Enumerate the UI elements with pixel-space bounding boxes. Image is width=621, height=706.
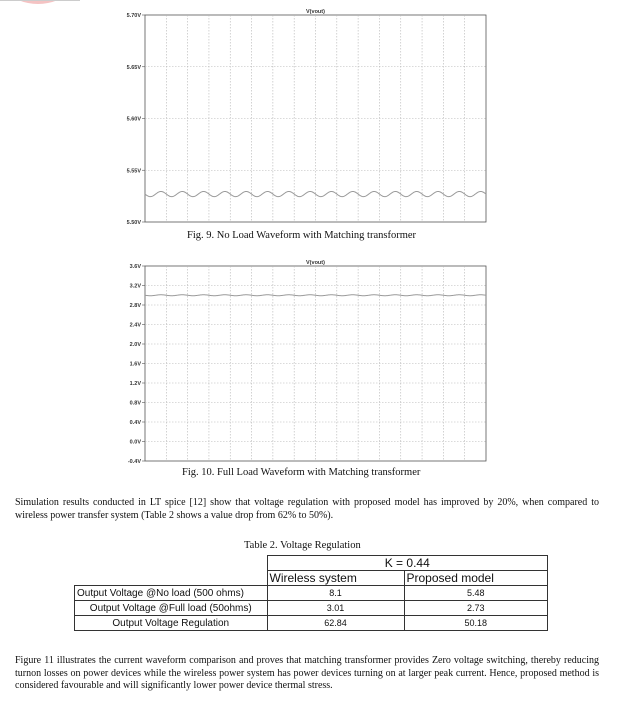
y-tick-label: 5.70V xyxy=(126,13,141,19)
y-tick-label: 0.0V xyxy=(129,439,141,446)
fig9-caption: Fig. 9. No Load Waveform with Matching transformer xyxy=(187,230,417,241)
table-cell-empty xyxy=(75,571,268,586)
table2-caption: Table 2. Voltage Regulation xyxy=(244,540,361,551)
table-cell: 8.1 xyxy=(267,586,404,601)
y-tick-label: 5.65V xyxy=(126,64,141,71)
table-cell: 2.73 xyxy=(404,601,548,616)
table-cell: 3.01 xyxy=(267,601,404,616)
y-tick-label: 2.8V xyxy=(129,303,141,309)
row-label: Output Voltage @Full load (50ohms) xyxy=(75,601,268,616)
y-tick-label: -0.4V xyxy=(127,459,141,465)
table-cell: 62.84 xyxy=(267,616,404,631)
table-cell: 50.18 xyxy=(404,616,548,631)
discussion-paragraph: Figure 11 illustrates the current waveform comparison and proves that matching transformer provides Zero voltage switching, thereby reducing turnon losses on power devices while the wireless power system has power devices turning on at larger peak current. Hence, proposed method is considered favourable and will significantly lower power device thermal stress. xyxy=(15,655,599,691)
y-tick-label: 2.0V xyxy=(129,342,141,348)
y-tick-label: 5.60V xyxy=(126,116,141,123)
table-row xyxy=(75,571,548,586)
voltage-regulation-table xyxy=(74,555,548,631)
table-row xyxy=(75,586,548,601)
y-tick-label: 5.55V xyxy=(126,168,141,175)
table-cell-empty xyxy=(75,556,268,571)
table-cell: 5.48 xyxy=(404,586,548,601)
row-label: Output Voltage Regulation xyxy=(75,616,268,631)
y-tick-label: 2.4V xyxy=(129,322,141,329)
y-tick-label: 0.8V xyxy=(129,400,141,407)
k-value-header: K = 0.44 xyxy=(267,556,548,571)
y-tick-label: 5.50V xyxy=(126,220,141,226)
y-tick-label: 1.2V xyxy=(129,381,141,387)
plot-title: V(vout) xyxy=(306,260,325,266)
table-row xyxy=(75,556,548,571)
y-tick-label: 3.2V xyxy=(129,283,141,290)
results-paragraph: Simulation results conducted in LT spice [12] show that voltage regulation with proposed model has improved by 20%, when compared to wireless power transfer system (Table 2 shows a value drop from 62% to 50%). xyxy=(15,497,599,521)
y-tick-label: 3.6V xyxy=(129,264,141,270)
plot-title: V(vout) xyxy=(306,9,325,15)
col-header-proposed: Proposed model xyxy=(404,571,548,586)
table-row xyxy=(75,616,548,631)
y-tick-label: 0.4V xyxy=(129,420,141,426)
fig10-caption: Fig. 10. Full Load Waveform with Matching transformer xyxy=(182,467,421,478)
col-header-wireless: Wireless system xyxy=(267,571,404,586)
row-label: Output Voltage @No load (500 ohms) xyxy=(75,586,268,601)
table-row xyxy=(75,601,548,616)
y-tick-label: 1.6V xyxy=(129,361,141,368)
